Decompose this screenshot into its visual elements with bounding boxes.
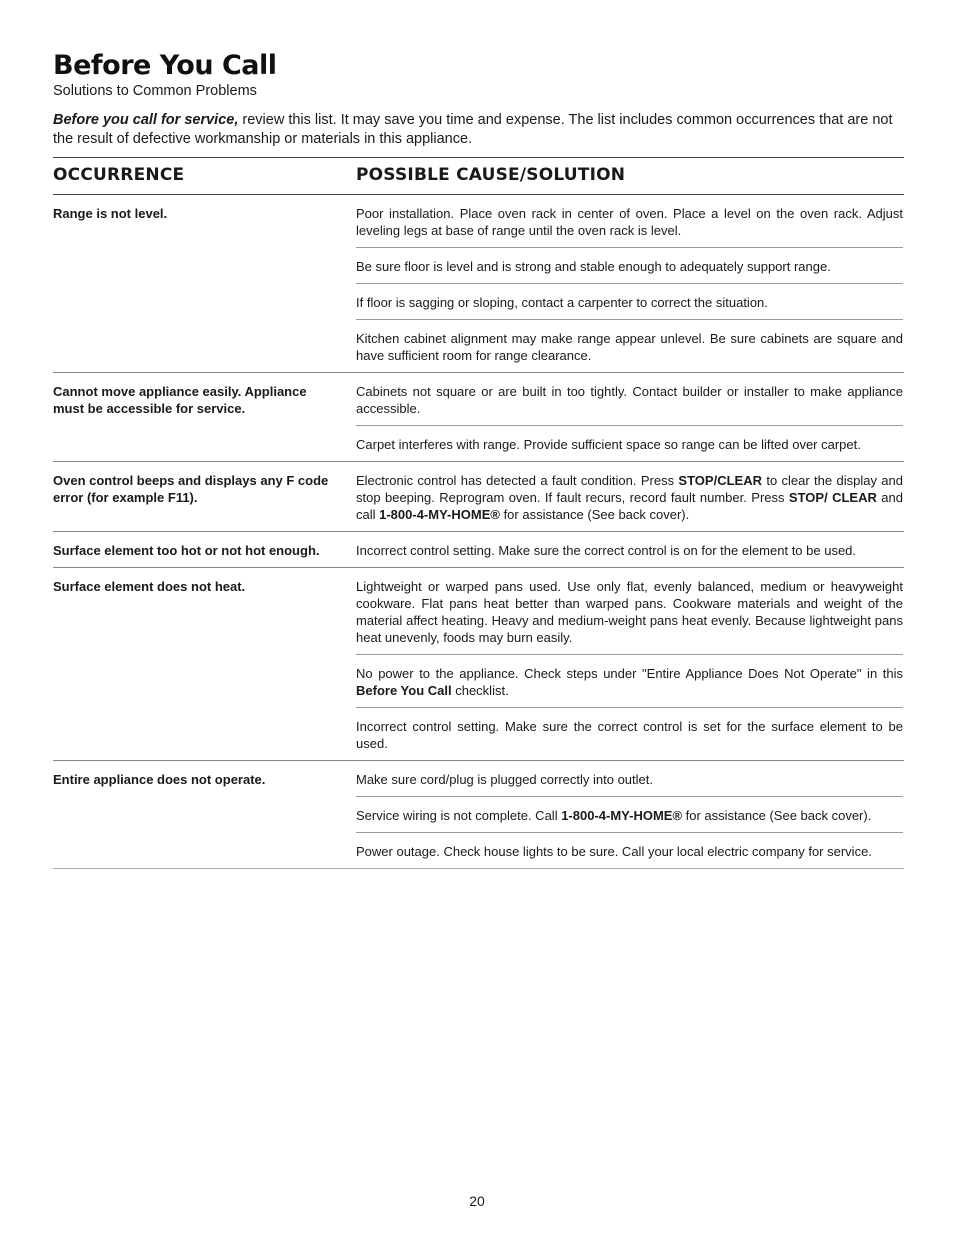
solution-item: Lightweight or warped pans used. Use only flat, evenly balanced, medium or heavyweight cookware. Flat pans heat better than warped pans. Cookware materials and weight of the material affect heating. Heavy and medium-weight pans heat evenly. Because lightweight pans heat unevenly, foods may burn easily. <box>356 568 903 655</box>
occurrence-cell: Surface element does not heat. <box>53 579 246 594</box>
solutions-cell <box>356 532 903 567</box>
occurrence-header: OCCURRENCE <box>53 165 185 185</box>
occurrence-cell: Entire appliance does not operate. <box>53 772 266 787</box>
solutions-cell <box>356 195 903 372</box>
solution-header: POSSIBLE CAUSE/SOLUTION <box>356 165 626 185</box>
table-row <box>53 373 904 462</box>
intro-paragraph <box>53 111 904 149</box>
solution-item: Be sure floor is level and is strong and stable enough to adequately support range. <box>356 248 903 284</box>
solution-item: Electronic control has detected a fault condition. Press STOP/CLEAR to clear the display and stop beeping. Reprogram oven. If fault recurs, record fault number. Press STOP/ CLEAR and call 1-800-4-MY-HOME® for assistance (See back cover). <box>356 473 903 522</box>
occurrence-cell: Range is not level. <box>53 206 168 221</box>
solution-item: Service wiring is not complete. Call 1-800-4-MY-HOME® for assistance (See back cover). <box>356 797 903 833</box>
table-row <box>53 568 904 761</box>
solution-item: No power to the appliance. Check steps under "Entire Appliance Does Not Operate" in this Before You Call checklist. <box>356 655 903 708</box>
table-row <box>53 195 904 373</box>
solutions-cell <box>356 761 903 868</box>
intro-lead: Before you call for service, <box>53 112 239 128</box>
page-title: Before You Call <box>53 50 277 81</box>
solution-item: Poor installation. Place oven rack in center of oven. Place a level on the oven rack. Adjust leveling legs at base of range until the oven rack is level. <box>356 195 903 248</box>
solution-item: Kitchen cabinet alignment may make range appear unlevel. Be sure cabinets are square and have sufficient room for range clearance. <box>356 331 903 363</box>
page-number: 20 <box>469 1193 485 1209</box>
table-row <box>53 761 904 869</box>
page-subtitle: Solutions to Common Problems <box>53 83 257 99</box>
solution-item: Cabinets not square or are built in too tightly. Contact builder or installer to make appliance accessible. <box>356 373 903 426</box>
solution-item: Power outage. Check house lights to be sure. Call your local electric company for service. <box>356 844 872 859</box>
intro-text: review this list. It may save you time and expense. The list includes common occurrences that are not the result of defective workmanship or materials in this appliance. <box>53 112 893 147</box>
occurrence-cell: Surface element too hot or not hot enough. <box>53 543 320 558</box>
solution-item: Carpet interferes with range. Provide sufficient space so range can be lifted over carpet. <box>356 437 861 452</box>
table-row <box>53 532 904 568</box>
solution-item: Incorrect control setting. Make sure the correct control is on for the element to be used. <box>356 543 857 558</box>
divider <box>53 157 904 158</box>
solutions-cell <box>356 462 903 531</box>
troubleshooting-table <box>53 195 904 869</box>
table-row <box>53 462 904 532</box>
occurrence-cell: Oven control beeps and displays any F code error (for example F11). <box>53 473 329 505</box>
solution-item: Incorrect control setting. Make sure the correct control is set for the surface element to be used. <box>356 719 903 751</box>
solution-item: If floor is sagging or sloping, contact a carpenter to correct the situation. <box>356 284 903 320</box>
solution-item: Make sure cord/plug is plugged correctly into outlet. <box>356 761 903 797</box>
solutions-cell <box>356 373 903 461</box>
occurrence-cell: Cannot move appliance easily. Appliance must be accessible for service. <box>53 384 307 416</box>
solutions-cell <box>356 568 903 760</box>
